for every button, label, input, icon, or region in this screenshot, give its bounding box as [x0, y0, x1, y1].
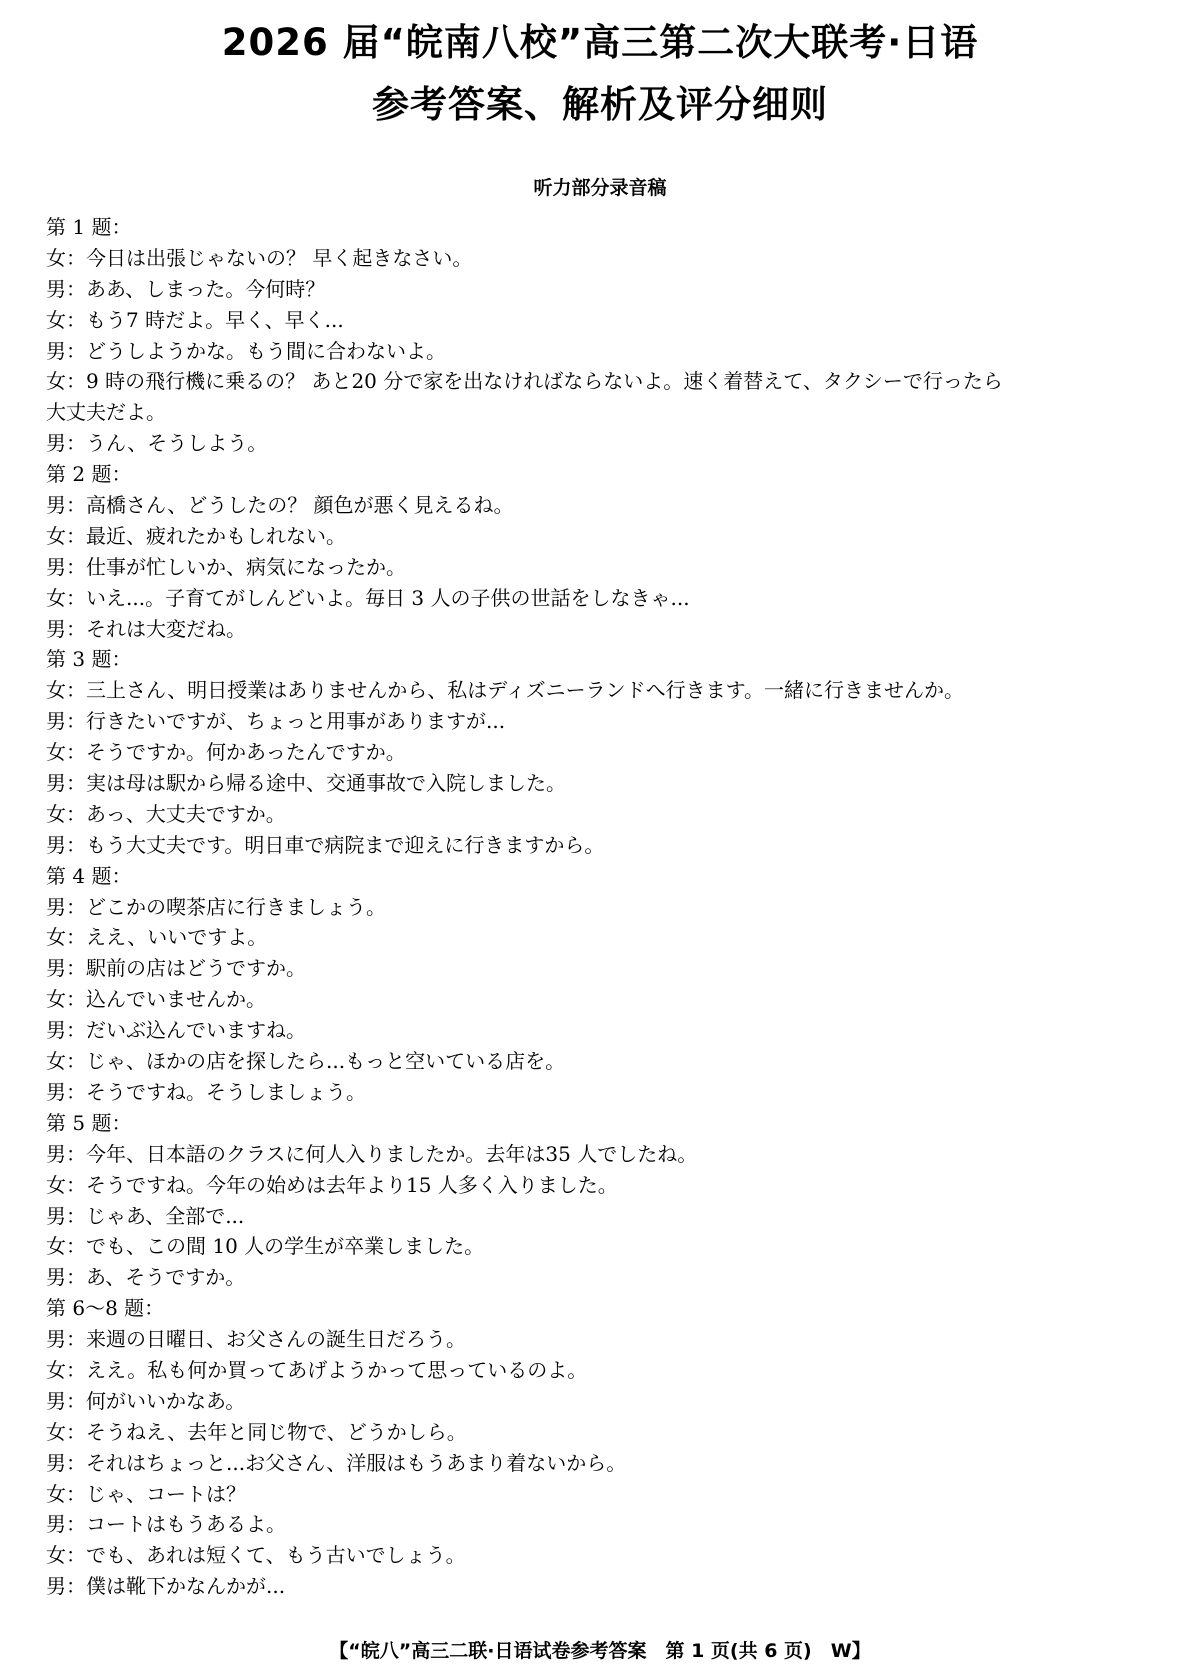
dialogue-line: 女：いえ...。子育てがしんどいよ。毎日 3 人の子供の世話をしなきゃ...: [46, 585, 690, 610]
page-footer: 【“皖八”高三二联·日语试卷参考答案 第 1 页(共 6 页) W】: [329, 1640, 871, 1662]
dialogue-line: 男：だいぶ込んでいますね。: [46, 1018, 306, 1043]
dialogue-line: 女：9 時の飛行機に乗るの？ あと20 分で家を出なければならないよ。速く着替えて、タクシーで行ったら: [46, 369, 1003, 394]
dialogue-line: 男：それはちょっと...お父さん、洋服はもうあまり着ないから。: [46, 1450, 627, 1475]
dialogue-line: 男：駅前の店はどうですか。: [46, 956, 306, 981]
dialogue-line: 女：そうねえ、去年と同じ物で、どうかしら。: [46, 1419, 467, 1444]
listening-transcript: [46, 212, 1156, 1602]
dialogue-line: 女：ええ。私も何か買ってあげようかって思っているのよ。: [46, 1357, 588, 1382]
dialogue-line: 男：今年、日本語のクラスに何人入りましたか。去年は35 人でしたね。: [46, 1141, 698, 1166]
dialogue-line: 男：あ、そうですか。: [46, 1265, 246, 1290]
dialogue-line: 女：今日は出張じゃないの？ 早く起きなさい。: [46, 245, 473, 270]
dialogue-line: 女：最近、疲れたかもしれない。: [46, 523, 346, 548]
dialogue-line: 男：コートはもうあるよ。: [46, 1512, 286, 1537]
question-label: 第 4 题：: [46, 863, 132, 888]
question-label: 第 1 题：: [46, 215, 132, 239]
dialogue-line: 男：どうしようかな。もう間に合わないよ。: [46, 338, 446, 363]
question-label: 第 2 题：: [46, 462, 132, 487]
dialogue-line: 男：どこかの喫茶店に行きましょう。: [46, 894, 386, 919]
dialogue-line: 女：でも、あれは短くて、もう古いでしょう。: [46, 1543, 466, 1568]
dialogue-line: 女：込んでいませんか。: [46, 987, 266, 1012]
dialogue-line: 女：もう7 時だよ。早く、早く...: [46, 307, 344, 332]
dialogue-line: 男：うん、そうしよう。: [46, 431, 268, 456]
dialogue-line: 男：それは大変だね。: [46, 616, 246, 641]
document-subtitle: 参考答案、解析及评分细则: [372, 83, 828, 126]
dialogue-line: 女：あっ、大丈夫ですか。: [46, 801, 286, 826]
dialogue-line: 男：来週の日曜日、お父さんの誕生日だろう。: [46, 1327, 466, 1352]
dialogue-line: 男：もう大丈夫です。明日車で病院まで迎えに行きますから。: [46, 832, 605, 857]
dialogue-line: 女：じゃ、コートは？: [46, 1481, 246, 1506]
dialogue-line: 女：じゃ、ほかの店を探したら...もっと空いている店を。: [46, 1049, 566, 1074]
dialogue-line: 男：実は母は駅から帰る途中、交通事故で入院しました。: [46, 771, 566, 796]
question-label: 第 5 题：: [46, 1110, 132, 1135]
dialogue-line: 男：ああ、しまった。今何時？: [46, 276, 326, 301]
dialogue-line: 大丈夫だよ。: [46, 400, 166, 425]
dialogue-line: 男：行きたいですが、ちょっと用事がありますが...: [46, 709, 506, 734]
section-heading: 听力部分录音稿: [533, 177, 667, 199]
dialogue-line: 男：仕事が忙しいか、病気になったか。: [46, 554, 406, 579]
dialogue-line: 男：そうですね。そうしましょう。: [46, 1079, 366, 1104]
dialogue-line: 女：ええ、いいですよ。: [46, 925, 268, 950]
question-label: 第 3 题：: [46, 647, 132, 672]
dialogue-line: 女：そうですね。今年の始めは去年より15 人多く入りました。: [46, 1172, 618, 1197]
dialogue-line: 男：僕は靴下かなんかが...: [46, 1574, 286, 1599]
dialogue-line: 女：三上さん、明日授業はありませんから、私はディズニーランドへ行きます。一緒に行きませんか。: [46, 678, 964, 703]
dialogue-line: 女：そうですか。何かあったんですか。: [46, 740, 406, 765]
dialogue-line: 女：でも、この間 10 人の学生が卒業しました。: [46, 1234, 485, 1259]
dialogue-line: 男：何がいいかなあ。: [46, 1388, 246, 1413]
dialogue-line: 男：高橋さん、どうしたの？ 顔色が悪く見えるね。: [46, 493, 514, 518]
question-label: 第 6～8 题：: [46, 1296, 165, 1321]
dialogue-line: 男：じゃあ、全部で...: [46, 1203, 245, 1228]
document-title: 2026 届“皖南八校”高三第二次大联考·日语: [221, 21, 979, 64]
